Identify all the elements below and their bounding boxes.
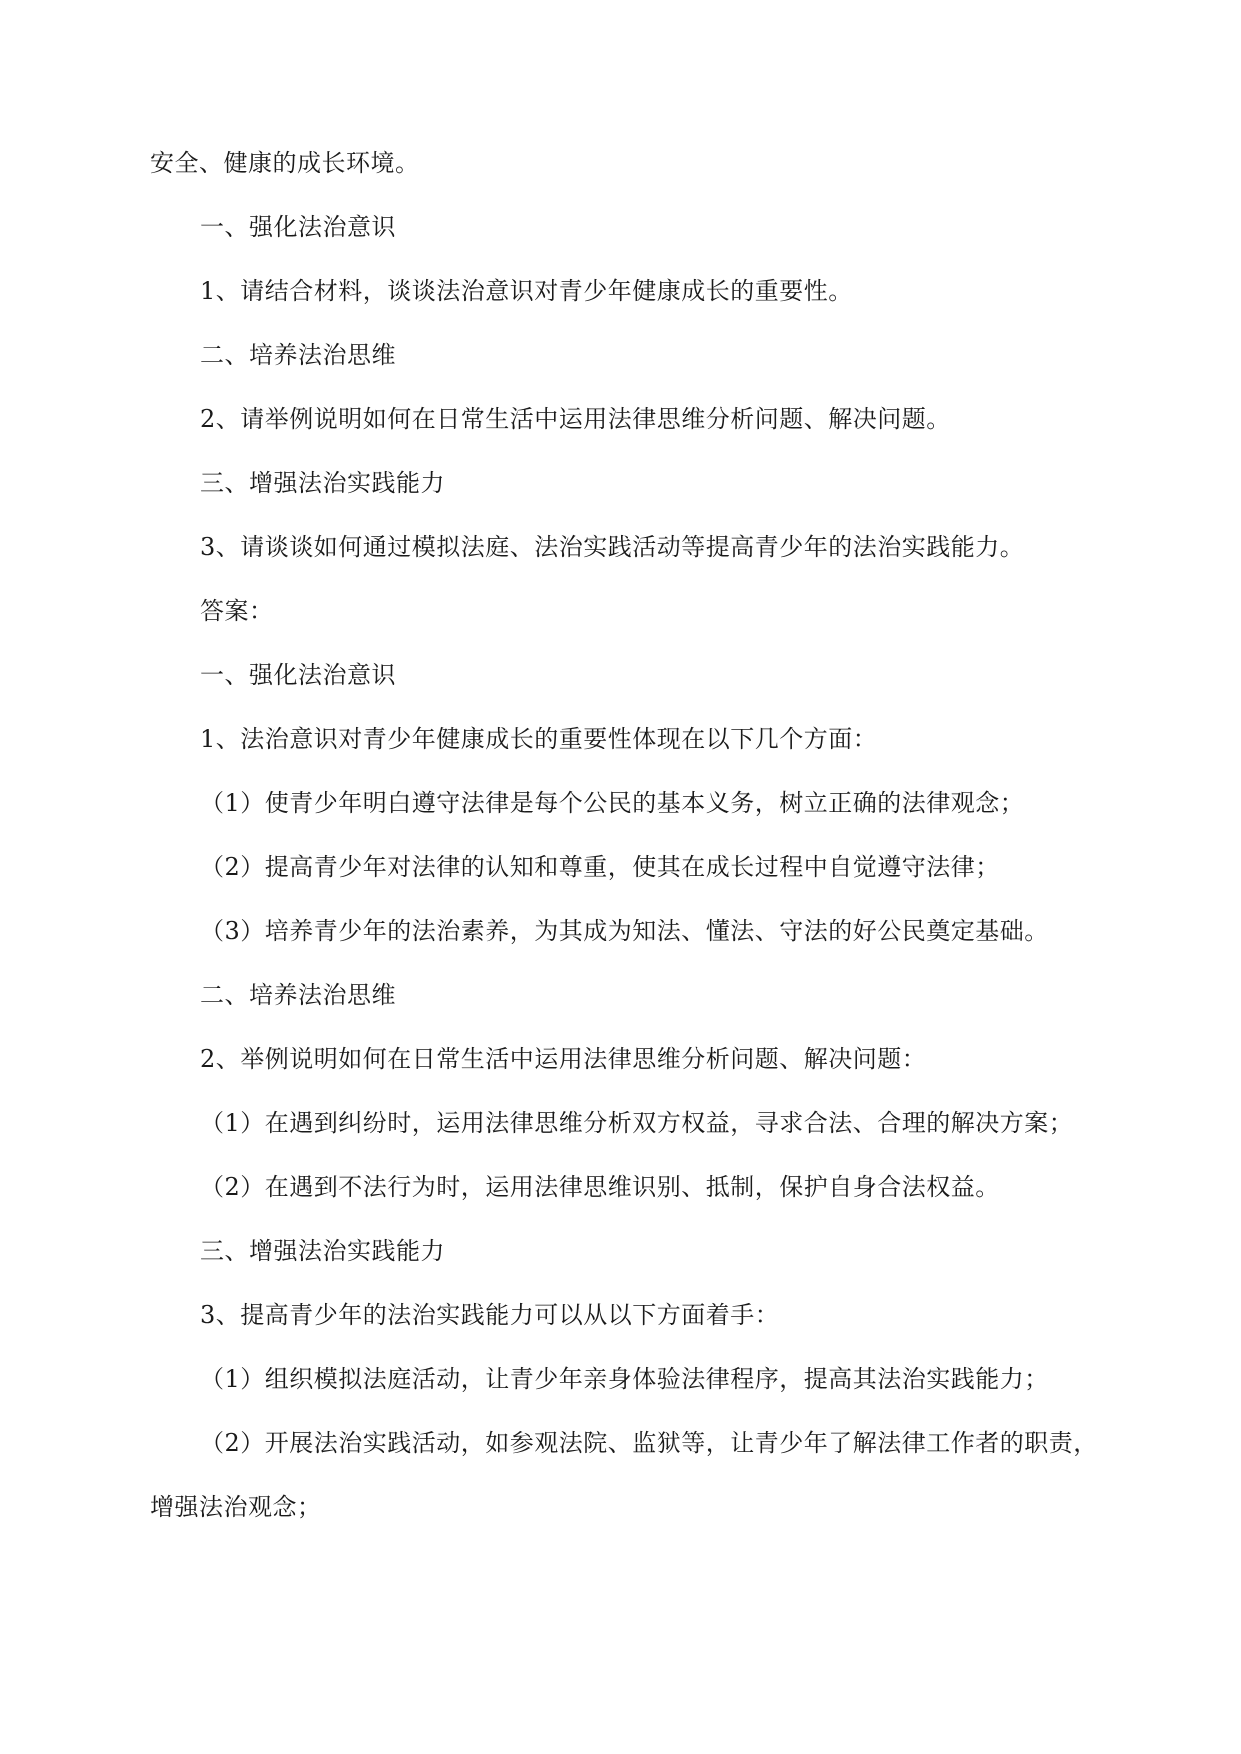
answer-label: 答案： [200,597,274,625]
answer-3-point-1: （1）组织模拟法庭活动，让青少年亲身体验法律程序，提高其法治实践能力； [200,1365,1049,1393]
question-3: 3、请谈谈如何通过模拟法庭、法治实践活动等提高青少年的法治实践能力。 [200,533,1025,561]
section-heading-3: 三、增强法治实践能力 [200,469,445,497]
question-1: 1、请结合材料，谈谈法治意识对青少年健康成长的重要性。 [200,277,853,305]
question-2: 2、请举例说明如何在日常生活中运用法律思维分析问题、解决问题。 [200,405,951,433]
answer-2-point-2: （2）在遇到不法行为时，运用法律思维识别、抵制，保护自身合法权益。 [200,1173,1000,1201]
section-heading-1: 一、强化法治意识 [200,213,396,241]
answer-3-point-2-continuation: 增强法治观念； [150,1493,322,1521]
answer-2-point-1: （1）在遇到纠纷时，运用法律思维分析双方权益，寻求合法、合理的解决方案； [200,1109,1074,1137]
answer-section-heading-1: 一、强化法治意识 [200,661,396,689]
answer-1-point-1: （1）使青少年明白遵守法律是每个公民的基本义务，树立正确的法律观念； [200,789,1025,817]
answer-3-intro: 3、提高青少年的法治实践能力可以从以下方面着手： [200,1301,780,1329]
answer-3-point-2: （2）开展法治实践活动，如参观法院、监狱等，让青少年了解法律工作者的职责， [200,1429,1098,1457]
answer-1-point-3: （3）培养青少年的法治素养，为其成为知法、懂法、守法的好公民奠定基础。 [200,917,1049,945]
answer-1-intro: 1、法治意识对青少年健康成长的重要性体现在以下几个方面： [200,725,878,753]
text-line-continuation: 安全、健康的成长环境。 [150,149,420,177]
answer-2-intro: 2、举例说明如何在日常生活中运用法律思维分析问题、解决问题： [200,1045,927,1073]
answer-section-heading-3: 三、增强法治实践能力 [200,1237,445,1265]
answer-section-heading-2: 二、培养法治思维 [200,981,396,1009]
section-heading-2: 二、培养法治思维 [200,341,396,369]
answer-1-point-2: （2）提高青少年对法律的认知和尊重，使其在成长过程中自觉遵守法律； [200,853,1000,881]
